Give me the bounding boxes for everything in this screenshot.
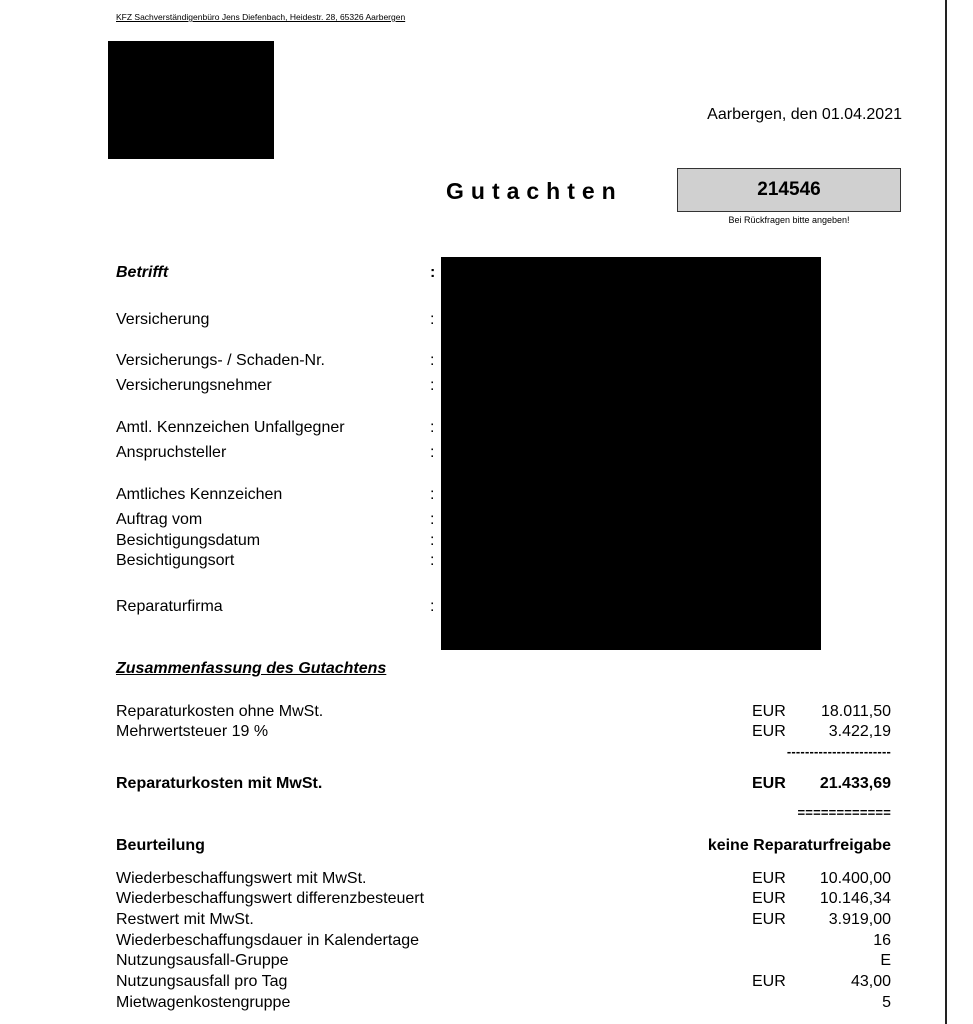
field-colon: : xyxy=(430,532,435,549)
repair-gross-value: 21.433,69 xyxy=(819,775,891,792)
page-edge xyxy=(945,0,947,1024)
sender-address-line: KFZ Sachverständigenbüro Jens Diefenbach, Heidestr. 28, 65326 Aarbergen xyxy=(116,12,406,22)
summary-row-value: 3.919,00 xyxy=(828,911,891,928)
field-label-besichtigungsort: Besichtigungsort xyxy=(116,552,235,569)
summary-row-value: 10.146,34 xyxy=(819,890,891,907)
field-colon: : xyxy=(430,264,436,281)
summary-row-currency: EUR xyxy=(752,870,786,887)
assessment-value: keine Reparaturfreigabe xyxy=(707,837,891,854)
separator-single: ----------------------- xyxy=(786,744,891,759)
field-label-versicherung: Versicherung xyxy=(116,311,210,328)
field-colon: : xyxy=(430,598,435,615)
repair-gross-currency: EUR xyxy=(752,775,786,792)
field-label-kennzeichen-unfallgegner: Amtl. Kennzeichen Unfallgegner xyxy=(116,419,345,436)
summary-row-value: 16 xyxy=(873,932,891,949)
summary-row-value: 10.400,00 xyxy=(819,870,891,887)
field-colon: : xyxy=(430,552,435,569)
vat-label: Mehrwertsteuer 19 % xyxy=(116,723,269,740)
field-label-schaden-nr: Versicherungs- / Schaden-Nr. xyxy=(116,352,325,369)
summary-row-label: Restwert mit MwSt. xyxy=(116,911,254,928)
summary-row-label: Wiederbeschaffungswert differenzbesteuert xyxy=(116,890,425,907)
summary-row-label: Nutzungsausfall-Gruppe xyxy=(116,952,289,969)
assessment-label: Beurteilung xyxy=(116,837,205,854)
vat-value: 3.422,19 xyxy=(828,723,891,740)
field-label-anspruchsteller: Anspruchsteller xyxy=(116,444,227,461)
summary-row-value: E xyxy=(880,952,891,969)
field-label-versicherungsnehmer: Versicherungsnehmer xyxy=(116,377,272,394)
summary-row-label: Nutzungsausfall pro Tag xyxy=(116,973,288,990)
field-label-besichtigungsdatum: Besichtigungsdatum xyxy=(116,532,261,549)
field-label-betrifft: Betrifft xyxy=(116,264,169,281)
repair-net-currency: EUR xyxy=(752,703,786,720)
summary-row-currency: EUR xyxy=(752,890,786,907)
field-label-auftrag-vom: Auftrag vom xyxy=(116,511,203,528)
document-title: Gutachten xyxy=(446,178,623,204)
repair-gross-label: Reparaturkosten mit MwSt. xyxy=(116,775,323,792)
redacted-logo xyxy=(108,41,274,159)
summary-row-currency: EUR xyxy=(752,911,786,928)
vat-currency: EUR xyxy=(752,723,786,740)
reference-number-box xyxy=(677,168,901,212)
summary-title: Zusammenfassung des Gutachtens xyxy=(116,660,387,677)
summary-row-label: Mietwagenkostengruppe xyxy=(116,994,291,1011)
repair-net-value: 18.011,50 xyxy=(821,703,891,720)
summary-row-value: 43,00 xyxy=(850,973,891,990)
reference-note: Bei Rückfragen bitte angeben! xyxy=(728,215,850,225)
field-label-reparaturfirma: Reparaturfirma xyxy=(116,598,223,615)
field-colon: : xyxy=(430,377,435,394)
field-colon: : xyxy=(430,352,435,369)
document-date: Aarbergen, den 01.04.2021 xyxy=(707,106,902,123)
field-colon: : xyxy=(430,311,435,328)
separator-double: ============ xyxy=(797,805,891,820)
field-colon: : xyxy=(430,486,435,503)
repair-net-label: Reparaturkosten ohne MwSt. xyxy=(116,703,324,720)
field-label-amtliches-kennzeichen: Amtliches Kennzeichen xyxy=(116,486,283,503)
reference-number: 214546 xyxy=(757,179,821,200)
summary-row-value: 5 xyxy=(882,994,891,1011)
summary-row-currency: EUR xyxy=(752,973,786,990)
redacted-field-values xyxy=(441,257,821,650)
summary-row-label: Wiederbeschaffungswert mit MwSt. xyxy=(116,870,367,887)
field-colon: : xyxy=(430,511,435,528)
field-colon: : xyxy=(430,419,435,436)
summary-row-label: Wiederbeschaffungsdauer in Kalendertage xyxy=(116,932,420,949)
field-colon: : xyxy=(430,444,435,461)
